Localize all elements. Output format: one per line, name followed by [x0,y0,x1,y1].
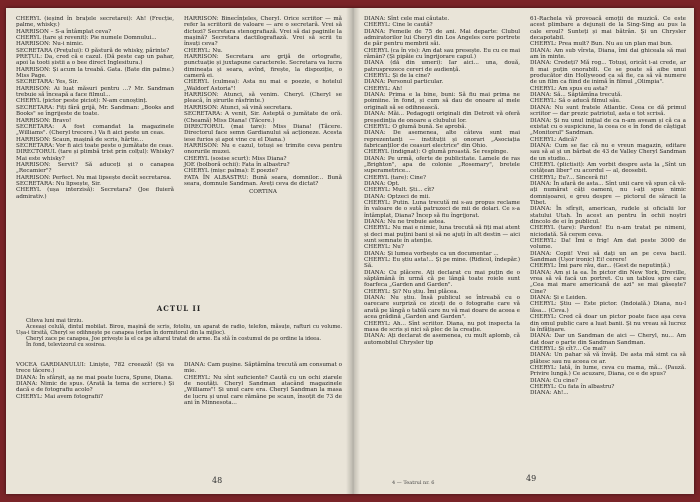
left-page-column-2-bottom [184,362,342,406]
dialogue-paragraph: CHERYL (tare și revenit): Pie numele Domnului... [16,35,157,42]
dialogue-paragraph: CHERYL: O glumă bună. Se aprobă. [364,123,467,130]
act-section [16,298,342,348]
right-page [364,16,686,494]
dialogue-paragraph: DIANA (dă din umeri): Iar aici... una, două, patrusprezece cereri de audiență. [364,60,520,73]
book-spread [6,8,694,494]
dialogue-paragraph: DIANA: Ah!... [530,390,569,397]
dialogue-paragraph: CHERYL: Nu? [364,244,404,251]
left-page-column-1 [16,16,174,200]
dialogue-paragraph: DIANA: Copii! Vrei să dați un an pe ceva bacil. Sandman (Ușor ironic) Ei! cerere! [530,250,686,264]
dialogue-paragraph: HARRISON: Secretara are grijă de ortografie, punctuație și juxtapune caracterele. Secretara va lucra dimineața și seara, avînd, firește, la dispoziție, o cameră ei. [184,54,342,80]
dialogue-paragraph: CHERYL: Îmi pare rău, dar... (Gest de neputință.) [530,263,671,270]
dialogue-paragraph: SECRETARA: Nu lipsește, Sir. [16,180,101,187]
dialogue-paragraph: DIANA: Nu ne trebuie astea. [364,219,446,225]
dialogue-paragraph: DIANA: Cam pușine. Săptămîna trecută am consumat o mie. [184,362,342,375]
dialogue-paragraph: DIANA: În sfârșit, aș ne mai poate lucra, Spune, Diana. [16,374,173,381]
dialogue-paragraph: SECRETARA: A venit, Sir. Asteptă o jumătate de oră. (Cheamă) Miss Diana! (Tăcere.) [184,111,342,124]
dialogue-paragraph: FATA ÎN ALBASTRU: Bună seara, domnilor... Bună seara, domnule Sandman. Aveți ceva de dictat? [184,174,342,187]
dialogue-paragraph: CHERYL: Putin. Luna trecută mi s-au propus reclame în valoare de o sută patruzeci de mii de dolari. Ce s-a întâmplat, Diana? Încep să fiu îngrijorat. [364,199,520,219]
dialogue-paragraph: DIANA: Personul particular. [364,79,444,86]
dialogue-paragraph: HARRISON: Atunci, să venim. Cheryl. (Cheryl se pleacă, în șirurile răsfrinte.) [184,92,342,105]
dialogue-paragraph: CHERYL: Și de la cine? [364,73,431,80]
dialogue-paragraph: CHERYL: Am spus eu asta? [530,85,608,92]
dialogue-paragraph: SECRETARA: A fost comandat la magazinele „Williams". (Cheryl trecere.) Va fi aici peste un ceas. [16,123,174,137]
dialogue-paragraph: CHERYL: Și cît?... Ce mai? [530,345,606,352]
dialogue-paragraph: CHERYL: Eu știu asta!... Și pe mine. (Ridicol, îndepăr.) Să. [364,257,520,270]
dialogue-paragraph: DIANA: Nimic de spus. (Arată la tema de scriere.) Și dacă e de fotografiu acolo? [16,381,174,394]
dialogue-paragraph: DIANA: Nu știu. Însă publicul se întreabă cu o oarecare surpriză ce ziceți de o fotografie care vă arată pe lângă o tablă care nu vă mai doare de aceea e acea grădină „Garden and Garden". [364,295,520,321]
dialogue-paragraph: CHERYL: Mai avem fotografii? [16,393,104,400]
left-page-column-1-bottom [16,362,174,400]
dialogue-paragraph: Aceeași celulă, dintul mobilat. Birou, mașină de scris, fotoliu, un aparat de radio, telefon, măsuțe, rafturi cu volume. Ușa-i tirsită, Cheryl se odihnește pe canapea (orfan în dormitorul din la mijloc). [16,324,342,336]
book-gutter [346,8,360,494]
dialogue-paragraph: SECRETARA: Fiți fără grijă, Mr. Sandman: „Books and Books" se îngrijeste de toate. [16,104,174,118]
dialogue-paragraph: DIANA: Credeți? Mă rog... Totuși, oricât i-ai crede, ar fi mai puțin onorabili. Ce se poate să aibe unui producător din Hollywood ca să fie, ca să vă numere de un film ca fiind de inimă în filmul „Olimpia". [530,60,686,86]
dialogue-paragraph: PREȚUL: Da, cred că e cazul. (Dă peste cap un pahar, apoi la tooti șistii a o bee direct Inglesitura.) [16,54,174,67]
dialogue-paragraph: SECRETARA (Prețului): O păstură de whisky, părinte? [16,47,170,54]
dialogue-paragraph: HARRISON: Atunci, să vină secretara. [184,104,293,111]
footnote: 4 — Teatrul nr. 6 [392,480,435,486]
act-title: ACTUL II [156,304,202,313]
dialogue-paragraph: DIANA: Ați declarat de asemenea, cu mult aplomb, că automobilul Chrysler tip [364,333,520,346]
dialogue-paragraph: CHERYL: Nu sînt suficiente? Caută cu un ochi ziarele de noutăți. Cheryl Sandman atacând magazinele „Williams"! Și unul care era. Cheryl Sandman la masa de lucru și unul care rămâne pe scaun, însoțit de 73 de ani în Minnesota... [184,374,342,407]
dialogue-paragraph: DIANA: Nu sunt fratele Atlantic. Ceea ce dă primul scriitor — dar prezic patriotul, asta e tot scrisă. [530,104,686,118]
dialogue-paragraph: HARRISON: Servit? Să aduceți și o canapea „Recamier"? [16,161,174,175]
dialogue-paragraph: În fond, televizorul cu sosirea. [26,342,106,348]
left-page [16,16,342,494]
dialogue-paragraph: SECRETARA: Vor fi aici toate peste o jumătate de ceas. [16,142,174,149]
dialogue-paragraph: HARRISON: Scaun, mașină de scris, hârtie... [16,136,144,143]
dialogue-paragraph: 61-Rachela vă provoacă emoții de muzică. Ce este acest plimbare a dejunșii de la Sing-Sing au pus la cale eroul? Sunteți și mai bătrân. Și un Chrysler decapotabil. [530,16,686,42]
dialogue-paragraph: Cheryl zace pe canapea, Joe privește la el ca pe altarul tratat de arme. Ea stă în costumul de pe ordine la ideea. [26,336,321,342]
dialogue-paragraph: CHERYL (mișc palma): E poezie? [184,168,278,175]
dialogue-paragraph: DIANA: Dar un Sandman de aici — Cheryl, nu... Am dat doar o parte din Sandman Sandman. [530,333,686,346]
dialogue-paragraph: CHERYL (sosise scurt): Miss Diana? [184,155,287,162]
dialogue-paragraph: CHERYL (tare): Pardon! Eu n-am tratat pe nimeni, niciodată. Să cerem ceva. [530,225,686,238]
dialogue-paragraph: DIANA: Și nu unul inițial de ca n-am aveam și că ca a existat cu o suspiciune, la ceea ce e în fond de căștigat „Monitorul" Sandman. [530,117,686,137]
dialogue-paragraph: VOCEA GARDIANULUI: Liniște, 782 creează! (Și va trece tăcere.) [16,362,174,375]
dialogue-paragraph: SECRETARA: Yes, Sir. [16,79,79,86]
dialogue-paragraph: DIANA: Prima e la bine, buni: Să fiu mai prima ne poimiine. în fond, și cum să dau de onoare al mele originali să se odihnească. [364,92,520,111]
dialogue-paragraph: CHERYL: Nu mai e nimic, luna trecută să fiți mai atent și deci mai puțini bani și să ne ajuți în alt destin — aici sunt semnate în atenție. [364,225,521,245]
dialogue-paragraph: CHERYL: Eu?... Sinceră fii! [530,174,608,181]
dialogue-paragraph: HARRISON: Și acum la treabă. Gata. (Bate din palme.) Miss Page. [16,66,174,80]
curtain-line: CORTINA [249,189,277,196]
dialogue-paragraph: CHERYL: Cine le caută? [364,22,433,29]
dialogue-paragraph: HARRISON: Nu-i nimic. [16,41,84,48]
dialogue-paragraph: DIANA: Cum se fac că nu e vreun magazin, editare sau să ai și un bărbat de 43 de Valley Cheryl Sandman de un studio... [530,142,686,162]
dialogue-paragraph: DIANA: De asemenea, alte câteva sunt mai reprezentanți — instituții și onorari „Asociația fabricanților de ceasuri electrice" din Ohio. [364,130,520,149]
dialogue-paragraph: DIANA: Sînt cele mai căutate. [364,16,450,22]
dialogue-paragraph: CHERYL (ușa interzisă): Secretara? (Joe fluieră admirativ.) [16,187,174,200]
dialogue-paragraph: CHERYL: Da! Îmi e frig! Am dat peste 3000 de volume. [530,238,686,251]
dialogue-paragraph: HARRISON: Binecînțeles, Cheryl. Orice scriitor — mă refer la scriitorii de valoare — are o secretară. Vrei să dictezi? Secretara stenografiază. Vrei să dai paginile la mașină? Secretara dactilografiază. Vrei să scrii tu însuți ceva? [184,16,342,48]
dialogue-paragraph: CHERYL: Cu fata în albastru? [530,383,615,390]
dialogue-paragraph: CHERYL (culmea): Asta nu mai e poezie, e hotelul „Waldorf Astoria"! [184,79,342,92]
dialogue-paragraph: CHERYL: Iată, în lume, ceva cu mama, mă... (Pauză. Privire lungă.) Ce acuzare, Diana, ce e de spus? [530,364,686,378]
stage-direction [16,318,342,348]
dialogue-paragraph: HARRISON: Bravo! [16,117,72,124]
dialogue-paragraph: DIANA: În sfîrșit, american, rudele și oficialii lor statului Utah. În acest an pentru în ochii noștri dincolo de ei în publicul. [530,206,686,225]
dialogue-paragraph: CHERYL (pictor peste piciot): N-am cunoștinț. [16,98,148,105]
dialogue-paragraph: CHERYL (ieșind în brațele secretarei): Ah! (Frecție, palme, whisky.) [16,16,174,29]
dialogue-paragraph: DIRECTORUL (tare și plimbă trist prin colțul): Whisky? Mai este whisky? [16,149,174,162]
dialogue-paragraph: HARRISON: Nu e cazul, totuși se trimite ceva pentru onorurile muzei. [184,142,342,156]
dialogue-paragraph: CHERYL (indignat): O glumă proastă. Se respinge. [364,149,509,156]
right-page-column-1 [364,16,520,346]
dialogue-paragraph: CHERYL: Adică? [530,136,578,143]
dialogue-paragraph: JOE (bolboră ochii): Fata în albastru? [184,161,290,168]
dialogue-paragraph: CHERYL: Nu. [184,47,223,54]
dialogue-paragraph: DIANA: Să... Săptămîna trecută. [530,92,623,99]
dialogue-paragraph: HARRISON: Ai luat măsuri pentru ...? Mr. Sandman trebuie să înceapă a face filmul... [16,85,174,99]
dialogue-paragraph: DIANA: Cu plăcere. Ați declarat cu mai puțin de o săptămână în urmă că pe lângă toate roiele sunt foarfeca „Garden and Garden". [364,269,520,289]
dialogue-paragraph: CHERYL: Știu — Este pictor. (Indoială.) Diana, nu-l lăsa... (Ceva.) [530,301,686,314]
right-page-column-2 [530,16,686,397]
dialogue-paragraph: DIANA: În afară de asta... Sînt unii care vă spun că vă-ați numărat câți oameni, nu i-ați spus nimic domnișoarei, e greu despre — pictorul de săracii la Tibet. [530,180,686,206]
dialogue-paragraph: CHERYL (tare): Cine? [364,174,427,181]
dialogue-paragraph: CHERYL: Cred că doar un pictor poate face așa ceva din omul public care a luat banii. Și nu vreau să lucrez la înfățișare. [530,314,686,333]
dialogue-paragraph: DIANA: Am și la ea. În pictor din New York, Dreville, vrea să vă facă un portret. Cu un tablou spre care „Cea mai mare americană de azi" se mai găsește? Cine? [530,269,686,295]
dialogue-paragraph: Citeva luni mai tirziu. [26,318,84,324]
page-number-right: 49 [526,474,537,483]
dialogue-paragraph: CHERYL (plictisit): Am vorbit despre asta la „Sînt un cetățean liber" cu acordul — al, deosebit. [530,161,686,175]
dialogue-paragraph: HARRISON – S-a întâmplat ceva? [16,28,112,35]
dialogue-paragraph: CHERYL: Ah... Sînt scriitor. Diana, nu pot inspecta la masa de scris și nici să plec de la creație. [364,320,520,333]
dialogue-paragraph: DIANA: Măi... Pedagogii originali din Detroit vă oferă președinția de onoare a clubului lor. [364,111,520,124]
dialogue-paragraph: DIANA: Am sub vîrsta, Diana, îmi dai ghiceala să mai am în minte. [530,47,686,61]
dialogue-paragraph: DIANA: Femeile de 75 de ani. Mai departe: Clubul admiratorilor lui Cheryl din Los Angeles cere portrete de păr pentru membrii săi. [364,28,520,48]
dialogue-paragraph: CHERYL: Și? Nu știu. Îmi plăcea. [364,288,459,295]
dialogue-paragraph: CHERYL: Mult. Ști... cît? [364,187,435,194]
dialogue-paragraph: DIANA: Pe urmă, oferte de publicitate. Lamele de ras „Brighton", apa de colonie „Rosemary", bretele superametrice... [364,155,520,175]
dialogue-paragraph: DIANA: Un pahar să vă învăț. De asta mă simt ca să plătesc sau nu aceea ce ar. [530,352,686,365]
dialogue-paragraph: DIANA: Opt. [364,180,400,187]
dialogue-paragraph: DIANA: Cu cine? [530,377,578,384]
dialogue-paragraph: DIANA: Și e Leiden. [530,295,587,302]
page-number-left: 48 [212,476,223,485]
dialogue-paragraph: CHERYL (ca în vis): Am dat sau presește. Eu cu ce mai rămân? (Și pipăie cu îngrijorare capul.) [364,47,520,61]
dialogue-paragraph: CHERYL: Ah! [364,85,403,92]
left-page-column-2 [184,16,342,196]
dialogue-paragraph: DIANA: Optzeci de mii. [364,193,431,200]
dialogue-paragraph: DIANA: Și lumea vorbește ca un documentar ... [364,250,499,257]
dialogue-paragraph: DIRECTORUL (mai tare): Miss Diana! (Tăcere. Directorul face semn Gardianului să acționeze. Acesta iese furios și apoi vine cu el Diana.) [184,123,342,143]
dialogue-paragraph: HARRISON: Perfect. Nu mai lipsește decât secretarea. [16,174,172,181]
dialogue-paragraph: CHERYL: Să o aducă filmul său. [530,98,621,105]
dialogue-paragraph: CHERYL: Prea mult? Bun. Nu au un plan mai bun. [530,41,673,48]
